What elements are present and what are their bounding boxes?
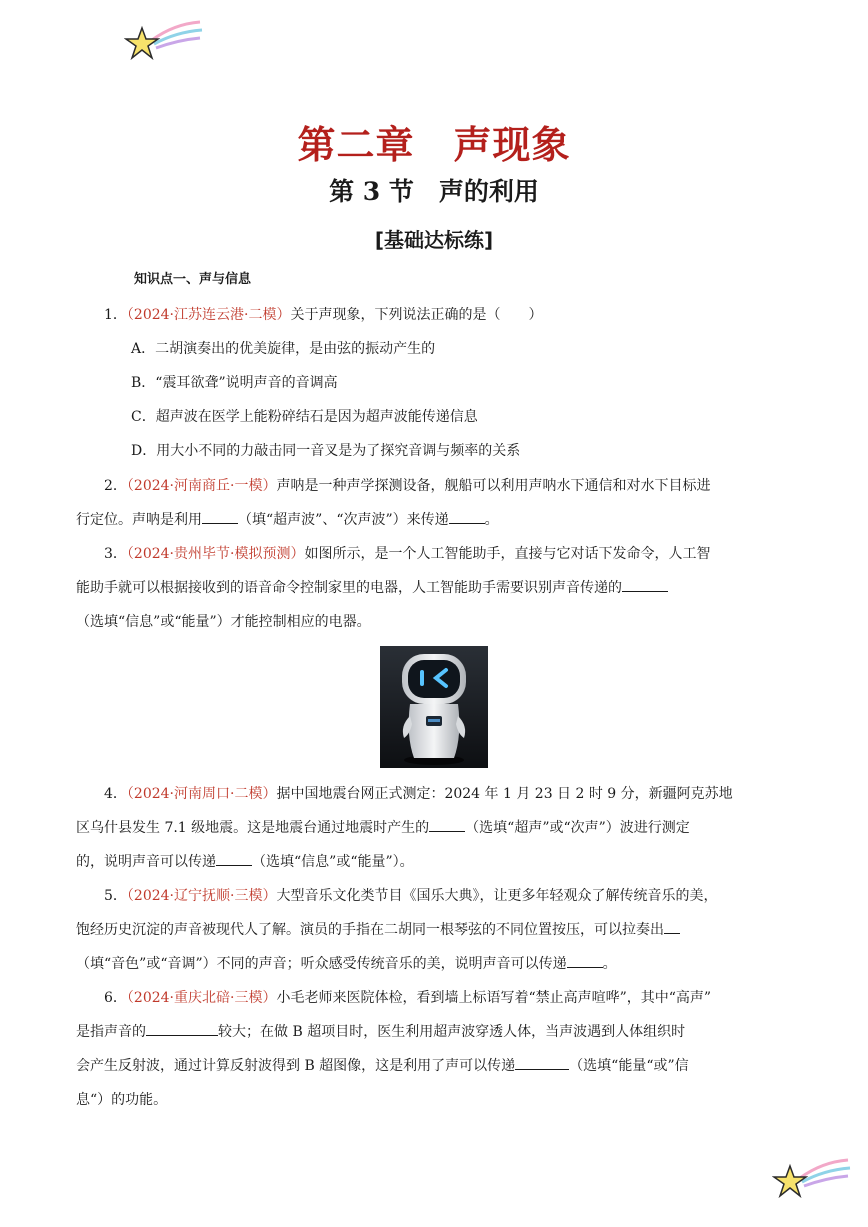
shooting-star-icon bbox=[124, 18, 204, 66]
answer-blank[interactable] bbox=[202, 509, 238, 524]
option-a: A．二胡演奏出的优美旋律，是由弦的振动产生的 bbox=[131, 341, 436, 357]
question-source: （2024·辽宁抚顺·三模） bbox=[126, 888, 277, 904]
question-number: 5． bbox=[104, 888, 127, 904]
question-5 bbox=[76, 879, 768, 981]
question-6 bbox=[76, 981, 768, 1117]
option-d: D．用大小不同的力敲击同一音叉是为了探究音调与频率的关系 bbox=[131, 443, 521, 459]
question-text: 行定位。声呐是利用 bbox=[76, 512, 202, 528]
question-number: 1． bbox=[104, 307, 127, 323]
question-text: 声呐是一种声学探测设备，舰船可以利用声呐水下通信和对水下目标进 bbox=[276, 478, 711, 494]
question-source: （2024·河南周口·二模） bbox=[126, 786, 277, 802]
answer-blank[interactable] bbox=[664, 919, 680, 934]
question-source: （2024·河南商丘·一模） bbox=[126, 478, 277, 494]
question-text: （填“音色”或“音调”）不同的声音；听众感受传统音乐的美，说明声音可以传递 bbox=[76, 956, 567, 972]
question-number: 3． bbox=[104, 546, 127, 562]
answer-blank[interactable] bbox=[515, 1055, 569, 1070]
chapter-title: 第二章 声现象 bbox=[297, 122, 571, 167]
question-source: （2024·重庆北碚·三模） bbox=[126, 990, 277, 1006]
question-text: 区乌什县发生 7.1 级地震。这是地震台通过地震时产生的 bbox=[76, 820, 430, 836]
knowledge-point-heading: 知识点一、声与信息 bbox=[134, 272, 252, 287]
question-text: （选填“信息”或“能量”）才能控制相应的电器。 bbox=[76, 614, 371, 630]
answer-blank[interactable] bbox=[622, 577, 668, 592]
question-text: 较大；在做 B 超项目时，医生利用超声波穿透人体，当声波遇到人体组织时 bbox=[218, 1024, 686, 1040]
answer-blank[interactable] bbox=[449, 509, 485, 524]
question-3 bbox=[76, 537, 768, 639]
question-text: 据中国地震台网正式测定：2024 年 1 月 23 日 2 时 9 分，新疆阿克苏地 bbox=[276, 786, 733, 802]
question-text: （选填“超声”或“次声”）波进行测定 bbox=[465, 820, 690, 836]
question-text: 是指声音的 bbox=[76, 1024, 146, 1040]
question-number: 2． bbox=[104, 478, 127, 494]
question-text: 的，说明声音可以传递 bbox=[76, 854, 216, 870]
question-4 bbox=[76, 777, 768, 879]
section-title: 第 3 节 声的利用 bbox=[329, 177, 539, 206]
question-text: 饱经历史沉淀的声音被现代人了解。演员的手指在二胡同一根琴弦的不同位置按压，可以拉奏出 bbox=[76, 922, 664, 938]
question-text: （选填“信息”或“能量”）。 bbox=[252, 854, 414, 870]
shooting-star-icon bbox=[772, 1156, 852, 1204]
question-text: 如图所示，是一个人工智能助手，直接与它对话下发命令，人工智 bbox=[304, 546, 711, 562]
answer-blank[interactable] bbox=[567, 953, 603, 968]
answer-blank[interactable] bbox=[429, 817, 465, 832]
question-2 bbox=[76, 469, 768, 537]
question-1 bbox=[104, 298, 768, 332]
question-text: （选填“能量“或”信 bbox=[569, 1058, 689, 1074]
question-text: 能助手就可以根据接收到的语音命令控制家里的电器，人工智能助手需要识别声音传递的 bbox=[76, 580, 622, 596]
option-c: C．超声波在医学上能粉碎结石是因为超声波能传递信息 bbox=[131, 409, 478, 425]
option-b: B．“震耳欲聋”说明声音的音调高 bbox=[131, 375, 338, 391]
question-text: （填“超声波”、“次声波”）来传递 bbox=[238, 512, 449, 528]
question-source: （2024·贵州毕节·模拟预测） bbox=[126, 546, 305, 562]
question-text: 。 bbox=[484, 512, 499, 528]
answer-blank[interactable] bbox=[146, 1021, 218, 1036]
question-number: 6． bbox=[104, 990, 127, 1006]
question-text: 小毛老师来医院体检，看到墙上标语写着“禁止高声喧哗”，其中“高声” bbox=[276, 990, 712, 1006]
robot-assistant-image bbox=[380, 646, 488, 768]
question-number: 4． bbox=[104, 786, 127, 802]
question-text: 息“）的功能。 bbox=[76, 1092, 168, 1108]
practice-title: [基础达标练] bbox=[374, 228, 494, 252]
question-text: 。 bbox=[602, 956, 617, 972]
question-text: 关于声现象，下列说法正确的是（ ） bbox=[290, 307, 543, 323]
question-text: 大型音乐文化类节目《国乐大典》，让更多年轻观众了解传统音乐的美， bbox=[276, 888, 718, 904]
question-source: （2024·江苏连云港·二模） bbox=[126, 307, 291, 323]
answer-blank[interactable] bbox=[216, 851, 252, 866]
question-text: 会产生反射波，通过计算反射波得到 B 超图像，这是利用了声可以传递 bbox=[76, 1058, 516, 1074]
